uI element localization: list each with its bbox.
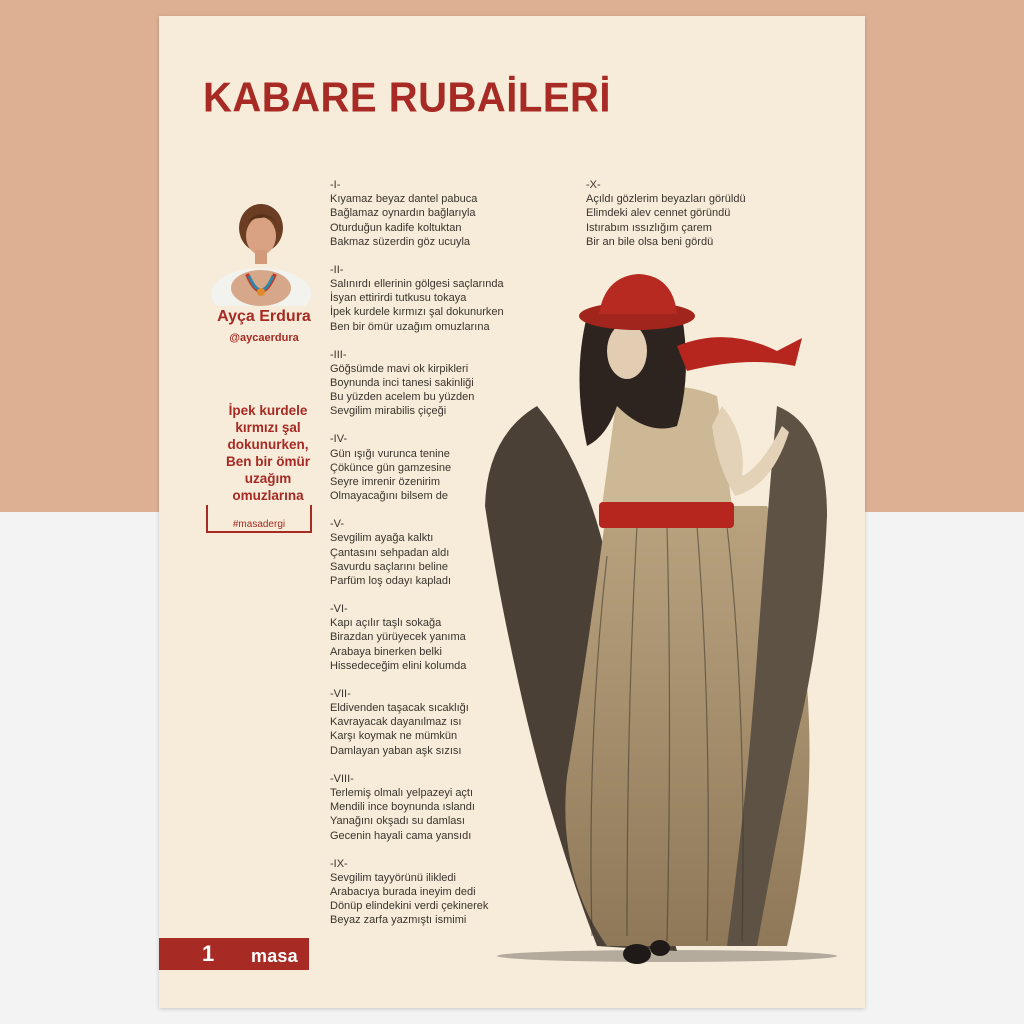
poem-line: Ben bir ömür uzağım omuzlarına	[330, 320, 490, 333]
stanza-number: -VI-	[330, 603, 348, 616]
stanza-number: -VII-	[330, 687, 351, 700]
poem-line: Parfüm loş odayı kapladı	[330, 575, 452, 588]
stanza-number: -I-	[330, 179, 341, 191]
poem-line: Yanağını okşadı su damlası	[330, 815, 465, 828]
stanza	[330, 263, 560, 334]
poem-line: Kıyamaz beyaz dantel pabuca	[330, 193, 478, 206]
poem-line: Sevgilim ayağa kalktı	[330, 532, 434, 545]
stanza	[330, 432, 560, 503]
poem-line: İpek kurdele kırmızı şal dokunurken	[330, 306, 504, 319]
poem-line: Hissedeceğim elini kolumda	[330, 659, 467, 672]
poem-line: Açıldı gözlerim beyazları görüldü	[586, 193, 746, 206]
poem-line: Istırabım ıssızlığım çarem	[586, 221, 712, 234]
poem-line: Olmayacağını bilsem de	[330, 490, 448, 503]
poem-column-right	[586, 178, 816, 263]
magazine-page	[159, 16, 865, 1008]
stanza	[330, 178, 560, 249]
pull-quote-line: uzağım	[244, 471, 292, 486]
pull-quote-line: dokunurken,	[227, 437, 309, 452]
poem-line: Seyre imrenir özenirim	[330, 476, 441, 489]
stanza-number: -V-	[330, 518, 345, 531]
poem-line: Damlayan yaban aşk sızısı	[330, 744, 462, 757]
author-photo	[209, 176, 313, 306]
poem-line: Boynunda inci tanesi sakinliği	[330, 377, 474, 390]
poem-line: Gecenin hayali cama yansıdı	[330, 829, 472, 842]
pull-quote-line: omuzlarına	[232, 488, 304, 503]
stanza-number: -VIII-	[330, 772, 354, 785]
stanza	[330, 602, 560, 673]
poem-line: Karşı koymak ne mümkün	[330, 730, 458, 743]
poem-line: Gün ışığı vurunca tenine	[330, 447, 450, 460]
poem-line: Mendili ince boynunda ıslandı	[330, 801, 475, 814]
poem-line: Elimdeki alev cennet göründü	[586, 207, 731, 220]
poem-line: Sevgilim tayyörünü ilikledi	[330, 871, 456, 884]
author-handle: @aycaerdura	[229, 332, 299, 344]
stanza-number: -II-	[330, 263, 344, 276]
poem-line: Sevgilim mirabilis çiçeği	[330, 405, 447, 418]
poem-line: Arabaya binerken belki	[330, 645, 442, 658]
stanza	[330, 772, 560, 843]
poem-line: Terlemiş olmalı yelpazeyi açtı	[330, 786, 474, 799]
hashtag: #masadergi	[232, 519, 286, 530]
stanza	[586, 178, 816, 249]
masa-logo: masa	[251, 946, 298, 966]
author-name: Ayça Erdura	[217, 308, 311, 325]
poem-line: Arabacıya burada ineyim dedi	[330, 885, 476, 898]
poem-line: Göğsümde mavi ok kirpikleri	[330, 362, 469, 375]
page-number: 1	[202, 941, 215, 966]
stanza-number: -IX-	[330, 857, 348, 870]
stanza	[330, 517, 560, 588]
poem-line: Dönüp elindekini verdi çekinerek	[330, 900, 489, 913]
stanza-number: -III-	[330, 348, 347, 361]
stanza	[330, 348, 560, 419]
poem-line: Salınırdı ellerinin gölgesi saçlarında	[330, 278, 504, 291]
poem-line: Kavrayacak dayanılmaz ısı	[330, 716, 462, 729]
poem-line: Beyaz zarfa yazmıştı ismimi	[330, 914, 467, 927]
poem-line: Bir an bile olsa beni gördü	[586, 235, 714, 248]
poem-line: Birazdan yürüyecek yanıma	[330, 631, 466, 644]
poem-line: Kapı açılır taşlı sokağa	[330, 617, 442, 630]
poem-line: Oturduğun kadife koltuktan	[330, 221, 462, 234]
poem-title: KABARE RUBAİLERİ	[203, 74, 611, 122]
poem-line: Bağlamaz oynardın bağlarıyla	[330, 207, 476, 220]
poem-line: Bu yüzden acelem bu yüzden	[330, 391, 475, 404]
pull-quote	[203, 402, 333, 504]
pull-quote-line: İpek kurdele	[228, 403, 308, 418]
pull-quote-line: kırmızı şal	[235, 420, 301, 435]
stanza	[330, 687, 560, 758]
poem-column-left	[330, 178, 560, 941]
stanza-number: -X-	[586, 179, 601, 191]
poem-line: Bakmaz süzerdin göz ucuyla	[330, 235, 471, 248]
pull-quote-line: Ben bir ömür	[225, 454, 310, 469]
poem-line: Çökünce gün gamzesine	[330, 461, 452, 474]
poem-line: Çantasını sehpadan aldı	[330, 546, 450, 559]
poem-line: Eldivenden taşacak sıcaklığı	[330, 702, 469, 715]
poem-line: Savurdu saçlarını beline	[330, 560, 449, 573]
poem-line: İsyan ettirirdi tutkusu tokaya	[330, 292, 467, 305]
stanza-number: -IV-	[330, 433, 348, 446]
stanza	[330, 857, 560, 928]
